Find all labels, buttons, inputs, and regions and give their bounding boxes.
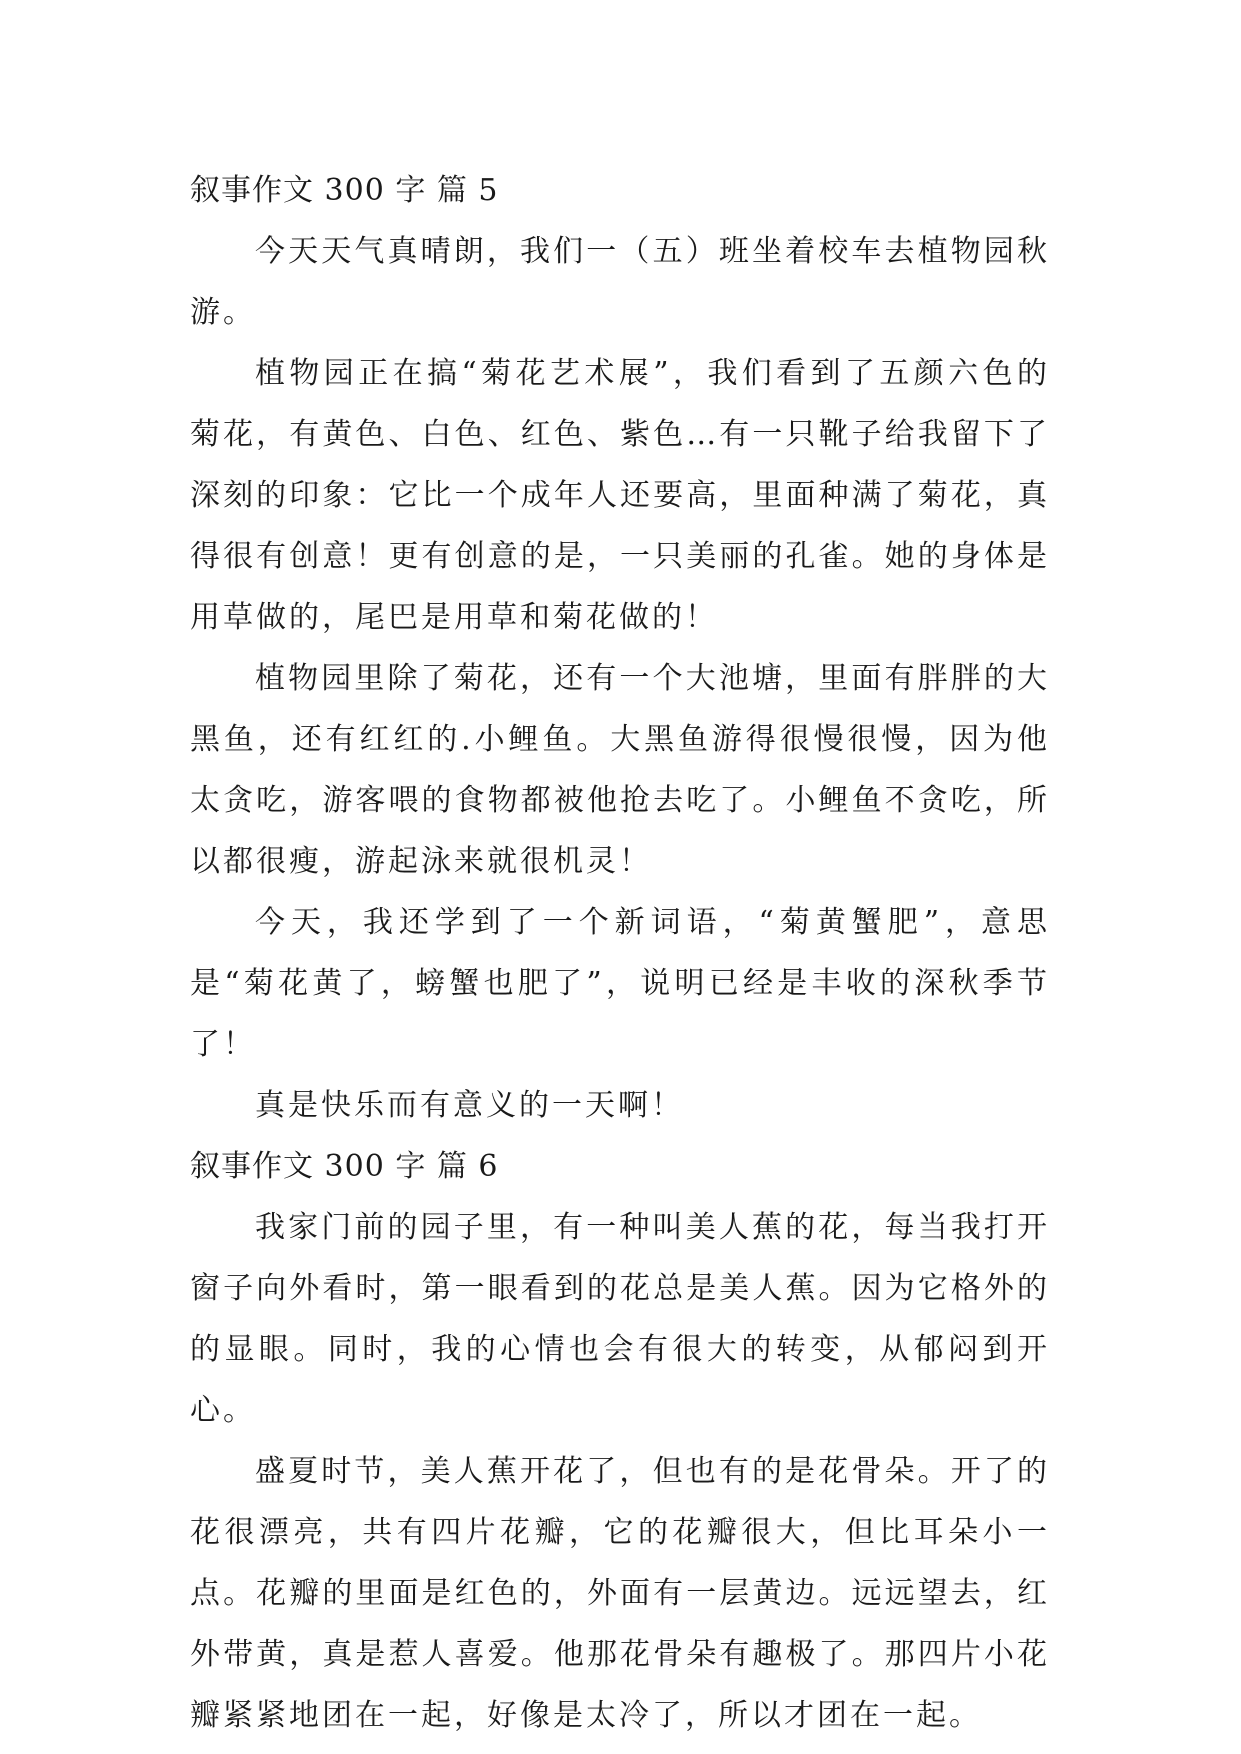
article-5-heading: 叙事作文 300 字 篇 5	[190, 173, 499, 208]
article-5-paragraph-3: 植物园里除了菊花，还有一个大池塘，里面有胖胖的大黑鱼，还有红红的.小鲤鱼。大黑鱼游得很慢很慢，因为他太贪吃，游客喂的食物都被他抢去吃了。小鲤鱼不贪吃，所以都很瘦，游起泳来就很机灵！	[190, 661, 1050, 879]
article-6-paragraph-2: 盛夏时节，美人蕉开花了，但也有的是花骨朵。开了的花很漂亮，共有四片花瓣，它的花瓣很大，但比耳朵小一点。花瓣的里面是红色的，外面有一层黄边。远远望去，红外带黄，真是惹人喜爱。他那花骨朵有趣极了。那四片小花瓣紧紧地团在一起，好像是太冷了，所以才团在一起。	[190, 1454, 1050, 1733]
article-6-heading: 叙事作文 300 字 篇 6	[190, 1149, 499, 1184]
document-page	[190, 160, 1050, 1746]
article-5-paragraph-2: 植物园正在搞“菊花艺术展”，我们看到了五颜六色的菊花，有黄色、白色、红色、紫色…有一只靴子给我留下了深刻的印象：它比一个成年人还要高，里面种满了菊花，真得很有创意！更有创意的是，一只美丽的孔雀。她的身体是用草做的，尾巴是用草和菊花做的！	[190, 356, 1050, 635]
article-5-paragraph-1: 今天天气真晴朗，我们一（五）班坐着校车去植物园秋游。	[190, 234, 1050, 330]
article-6-paragraph-1: 我家门前的园子里，有一种叫美人蕉的花，每当我打开窗子向外看时，第一眼看到的花总是美人蕉。因为它格外的的显眼。同时，我的心情也会有很大的转变，从郁闷到开心。	[190, 1210, 1050, 1428]
article-5-paragraph-5: 真是快乐而有意义的一天啊！	[255, 1088, 684, 1123]
article-5-paragraph-4: 今天，我还学到了一个新词语，“菊黄蟹肥”，意思是“菊花黄了，螃蟹也肥了”，说明已经是丰收的深秋季节了！	[190, 905, 1050, 1062]
